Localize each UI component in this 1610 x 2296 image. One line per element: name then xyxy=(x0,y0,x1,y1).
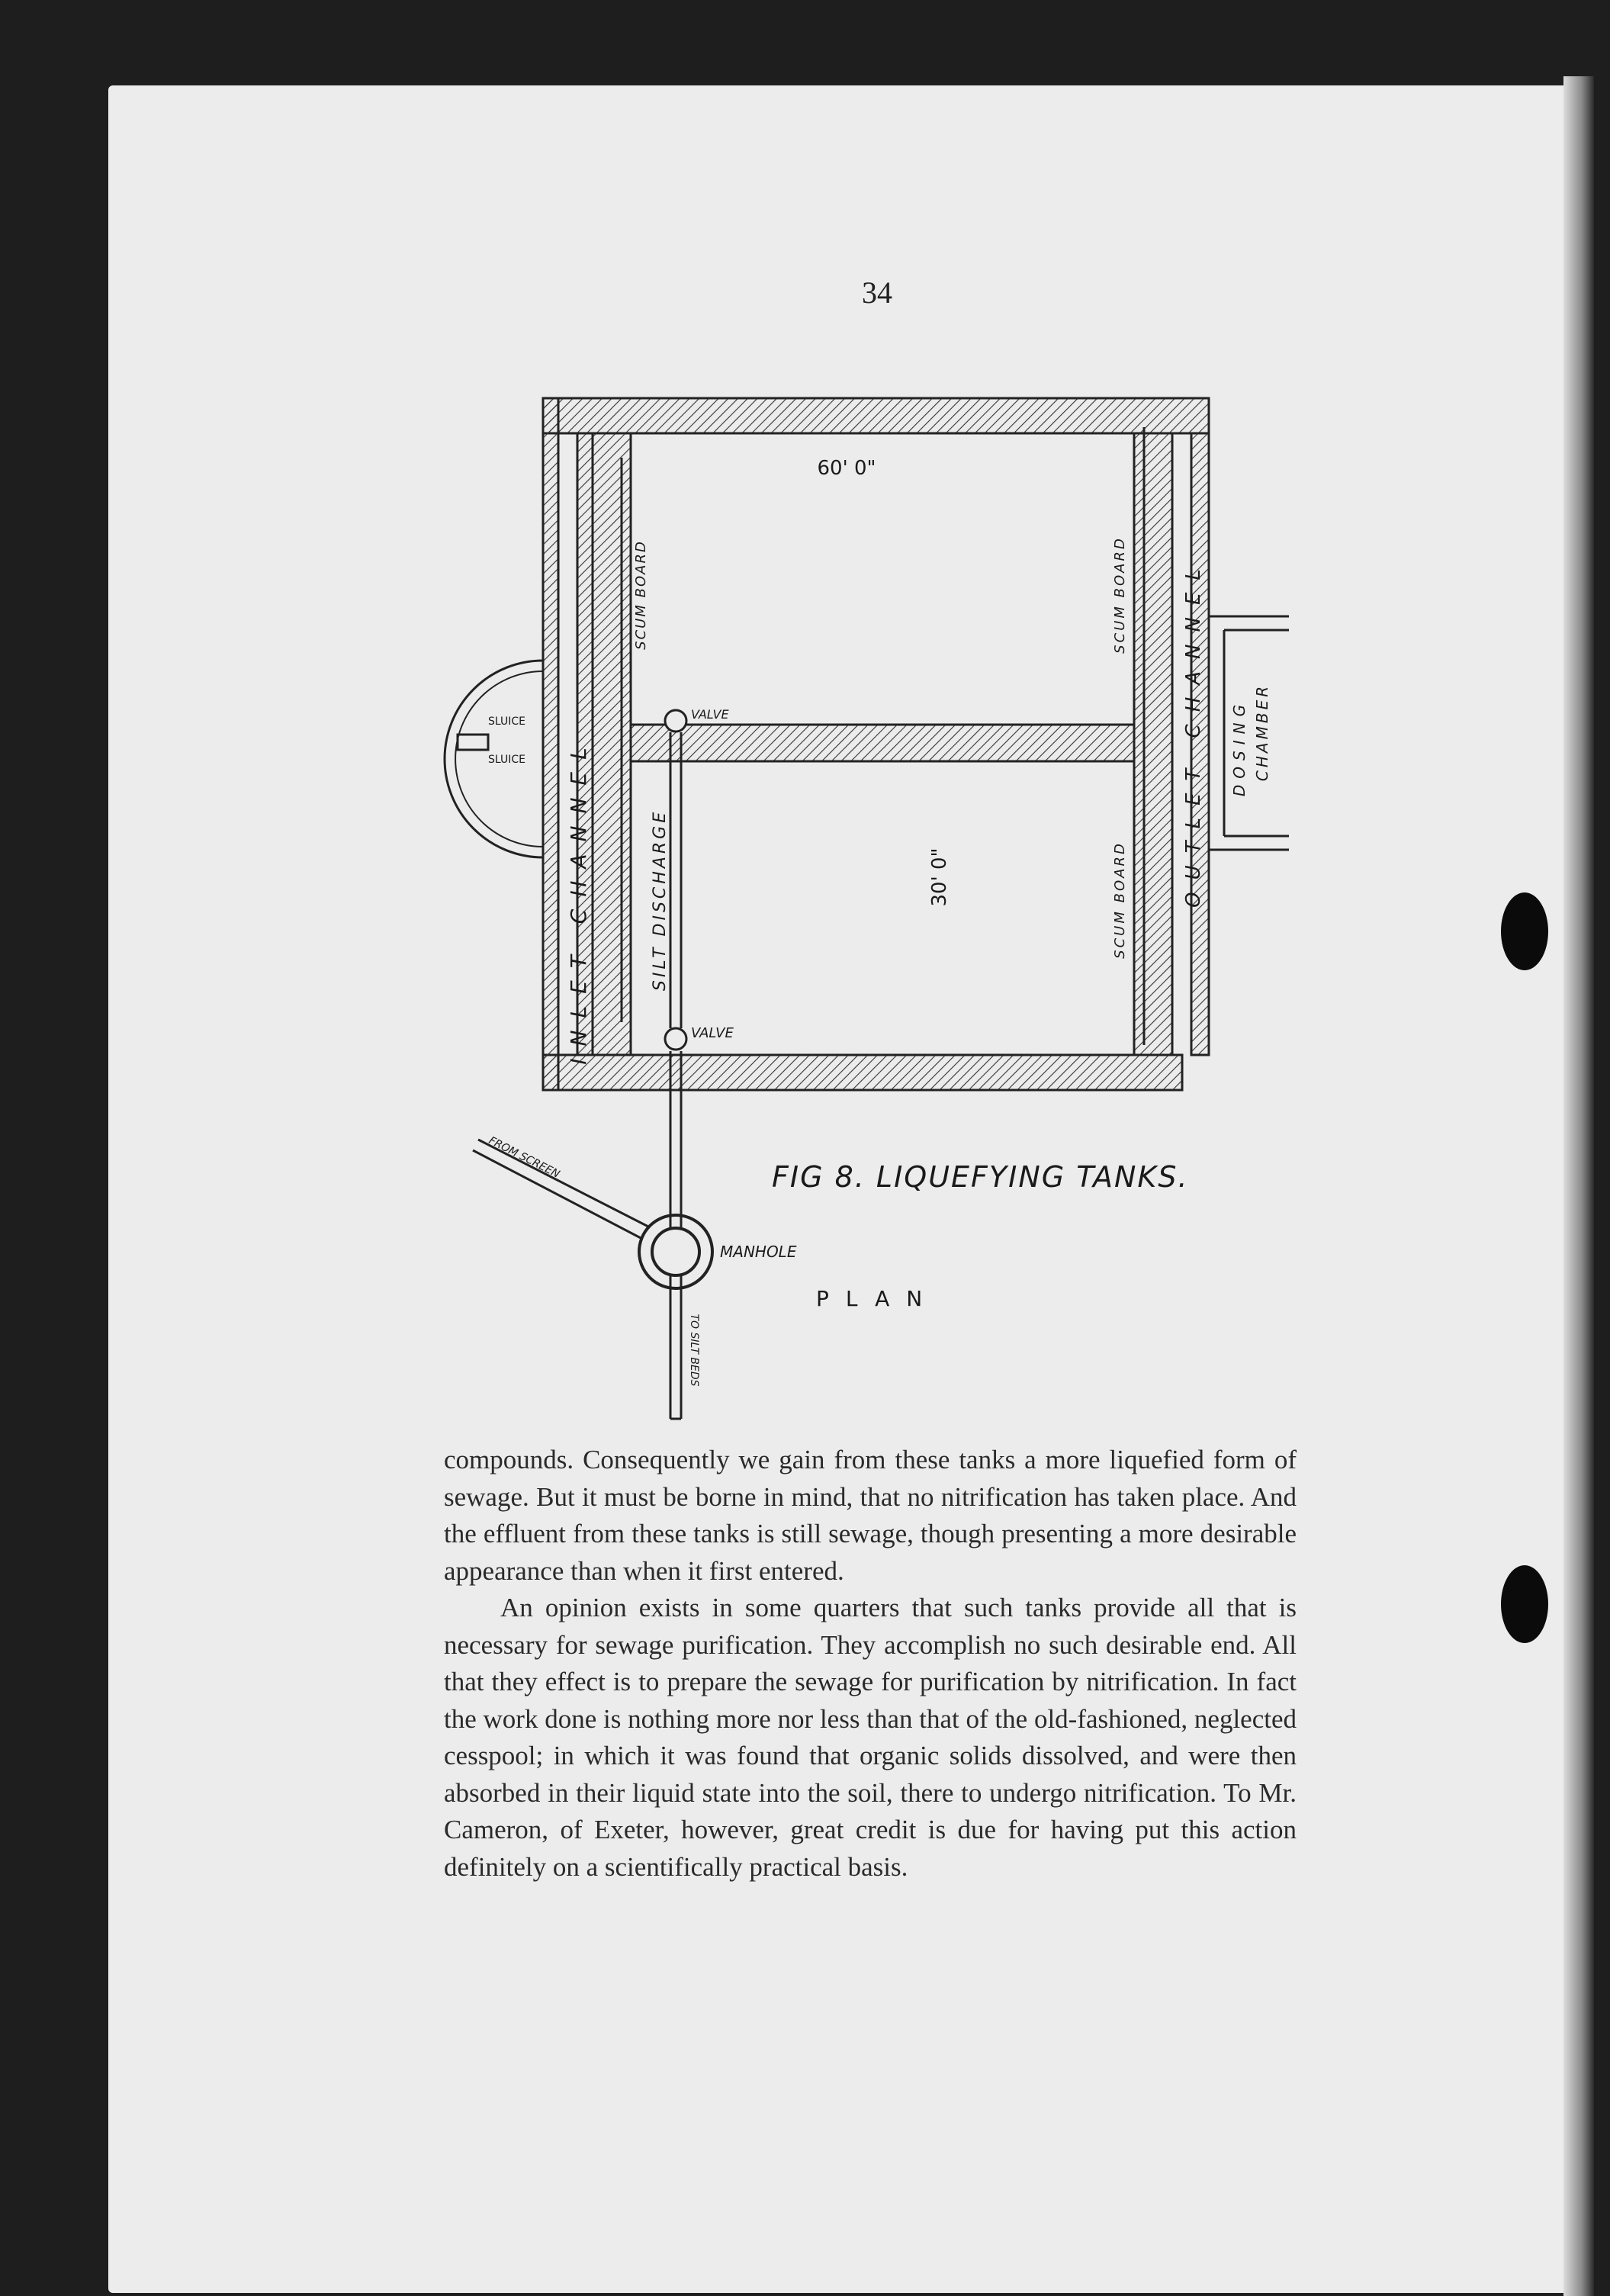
chamber-label: CHAMBER xyxy=(1253,683,1271,782)
body-text xyxy=(444,1442,1297,1886)
plan-label: PLAN xyxy=(816,1286,940,1311)
valve-bottom-icon xyxy=(665,1028,686,1050)
inlet-channel-label: INLET CHANNEL xyxy=(566,735,591,1065)
paragraph-1: compounds. Consequently we gain from these tanks a more liquefied form of sewage. But it must be borne in mind, that no nitrification has taken place. And the effluent from these tanks is still sewage, though presenting a more desirable appearance than when it first entered. xyxy=(444,1445,1297,1586)
sluice-pipe-stub xyxy=(458,735,488,750)
dosing-chamber-outline xyxy=(1209,616,1289,850)
lower-tank xyxy=(631,761,1134,1055)
from-screen-pipe xyxy=(473,1140,648,1239)
upper-tank xyxy=(631,433,1134,725)
dimension-side-label: 30' 0" xyxy=(928,847,951,907)
valve-bottom-label: VALVE xyxy=(691,1025,734,1041)
scum-board-left-label: SCUM BOARD xyxy=(633,540,649,650)
manhole-inner-icon xyxy=(652,1228,699,1275)
sluice-top-label: SLUICE xyxy=(488,715,525,728)
dimension-top-label: 60' 0" xyxy=(817,457,876,480)
scum-board-right-bottom-label: SCUM BOARD xyxy=(1112,841,1128,959)
paragraph-2: An opinion exists in some quarters that such tanks provide all that is necessary for sewage purification. They accomplish no such desirable end. All that they effect is to prepare the sewage for purification by nitrification. In fact the work done is nothing more nor less than that of the old-fashioned, neglected cesspool; in which it was found that organic solids dissolved, and were then absorbed in their liquid state into the soil, there to undergo nitrification. To Mr. Cameron, of Exeter, however, great credit is due for having put this action definitely on a scientifically practical basis. xyxy=(444,1593,1297,1882)
sluice-bottom-label: SLUICE xyxy=(488,754,525,766)
scum-board-right-top-label: SCUM BOARD xyxy=(1112,536,1128,654)
valve-top-icon xyxy=(665,710,686,732)
page-number: 34 xyxy=(862,275,892,310)
valve-top-label: VALVE xyxy=(691,707,729,722)
to-silt-beds-label: TO SILT BEDS xyxy=(688,1314,700,1387)
dosing-label: DOSING xyxy=(1230,698,1248,797)
outlet-channel-label: OUTLET CHANNEL xyxy=(1182,557,1205,908)
from-screen-label: FROM SCREEN xyxy=(487,1134,562,1181)
figure-caption: FIG 8. LIQUEFYING TANKS. xyxy=(772,1160,1189,1194)
silt-discharge-label: SILT DISCHARGE xyxy=(651,809,670,992)
manhole-label: MANHOLE xyxy=(720,1243,797,1261)
